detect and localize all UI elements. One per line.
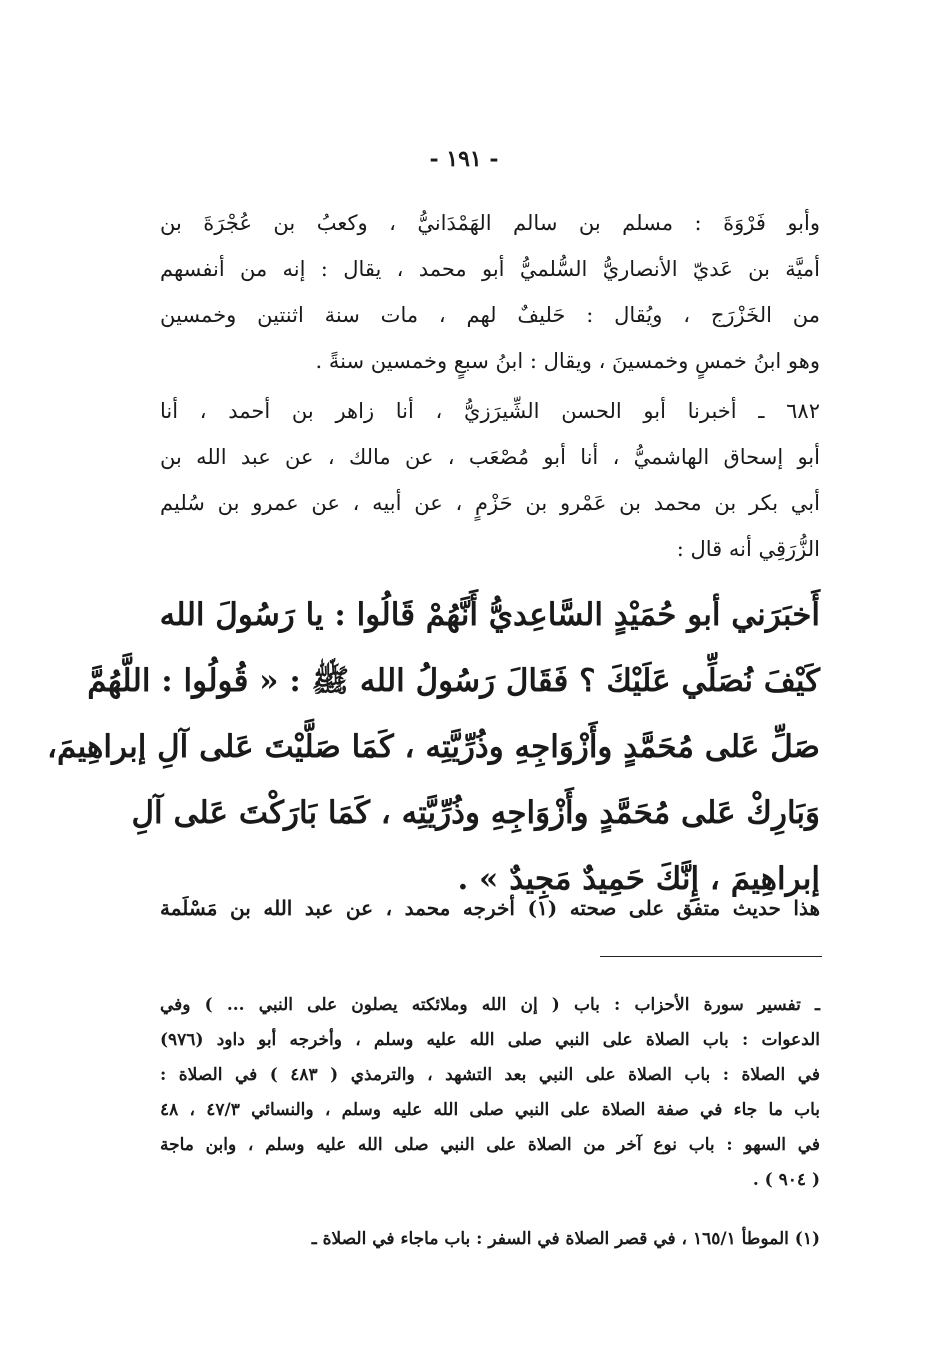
footnote-line: الدعوات : باب الصلاة على النبي صلى الله عليه وسلم ، وأخرجه أبو داود (٩٧٦) [160, 1030, 820, 1050]
hadith-text [47, 582, 820, 912]
footnote-line: ( ٩٠٤ ) . [752, 1170, 820, 1190]
text-line: أبي بكر بن محمد بن عَمْرو بن حَزْمٍ ، عن أبيه ، عن عمرو بن سُليم [160, 491, 820, 515]
hadith-line: كَيْفَ نُصَلِّي عَلَيْكَ ؟ فَقَالَ رَسُولُ الله ﷺ : « قُولُوا : اللَّهُمَّ [87, 663, 820, 699]
hadith-line: أَخبَرَني أبو حُمَيْدٍ السَّاعِديُّ أَنَّهُمْ قَالُوا : يا رَسُولَ الله [159, 597, 820, 633]
footnotes [160, 988, 820, 1198]
footnote-line: باب ما جاء في صفة الصلاة على النبي صلى الله عليه وسلم ، والنسائي ٤٧/٣ ، ٤٨ [160, 1100, 820, 1120]
isnad-paragraph [160, 388, 820, 572]
hadith-line: إبراهِيمَ ، إِنَّكَ حَمِيدٌ مَجِيدٌ » . [457, 861, 820, 897]
footnote-line: في الصلاة : باب الصلاة على النبي بعد التشهد ، والترمذي ( ٤٨٣ ) في الصلاة : [160, 1065, 820, 1085]
text-line: ٦٨٢ ـ أخبرنا أبو الحسن الشِّيرَزيُّ ، أنا زاهر بن أحمد ، أنا [160, 399, 820, 423]
page-number: - ١٩١ - [429, 146, 499, 172]
footnote-line: (١) الموطأ ١٦٥/١ ، في قصر الصلاة في السفر : باب ماجاء في الصلاة ـ [311, 1229, 820, 1249]
takhrij-paragraph [160, 888, 820, 928]
hadith-line: صَلِّ عَلى مُحَمَّدٍ وأَزْوَاجِهِ وذُرِّيَّتِه ، كَمَا صَلَّيْتَ عَلى آلِ إبراهِيمَ، [47, 729, 820, 765]
footnote-1 [160, 1222, 820, 1257]
text-line: من الخَزْرَج ، ويُقال : حَليفٌ لهم ، مات سنة اثنتين وخمسين [160, 303, 820, 327]
text-line: وأبو فَرْوَةَ : مسلم بن سالم الهَمْدَانيُّ ، وكعبُ بن عُجْرَةَ بن [160, 211, 820, 235]
text-line: هذا حديث متفق على صحته (١) أخرجه محمد ، عن عبد الله بن مَسْلَمة [160, 896, 820, 920]
biography-paragraph [160, 200, 820, 384]
hadith-line: وَبَارِكْ عَلى مُحَمَّدٍ وأَزْوَاجِهِ وذُرِّيَّتِه ، كَمَا بَارَكْتَ عَلى آلِ [131, 795, 820, 831]
text-line: أميَّة بن عَديّ الأنصاريُّ السُّلميُّ أبو محمد ، يقال : إنه من أنفسهم [160, 257, 820, 281]
text-line: الزُّرَقِي أنه قال : [676, 537, 820, 561]
footnote-separator [600, 956, 822, 957]
text-line: أبو إسحاق الهاشميُّ ، أنا أبو مُصْعَب ، عن مالك ، عن عبد الله بن [160, 445, 820, 469]
footnote-line: في السهو : باب نوع آخر من الصلاة على النبي صلى الله عليه وسلم ، وابن ماجة [160, 1135, 820, 1155]
footnote-line: ـ تفسير سورة الأحزاب : باب ( إن الله وملائكته يصلون على النبي ... ) وفي [160, 995, 820, 1015]
text-line: وهو ابنُ خمسٍ وخمسينَ ، ويقال : ابنُ سبعٍ وخمسين سنةً . [315, 349, 820, 373]
